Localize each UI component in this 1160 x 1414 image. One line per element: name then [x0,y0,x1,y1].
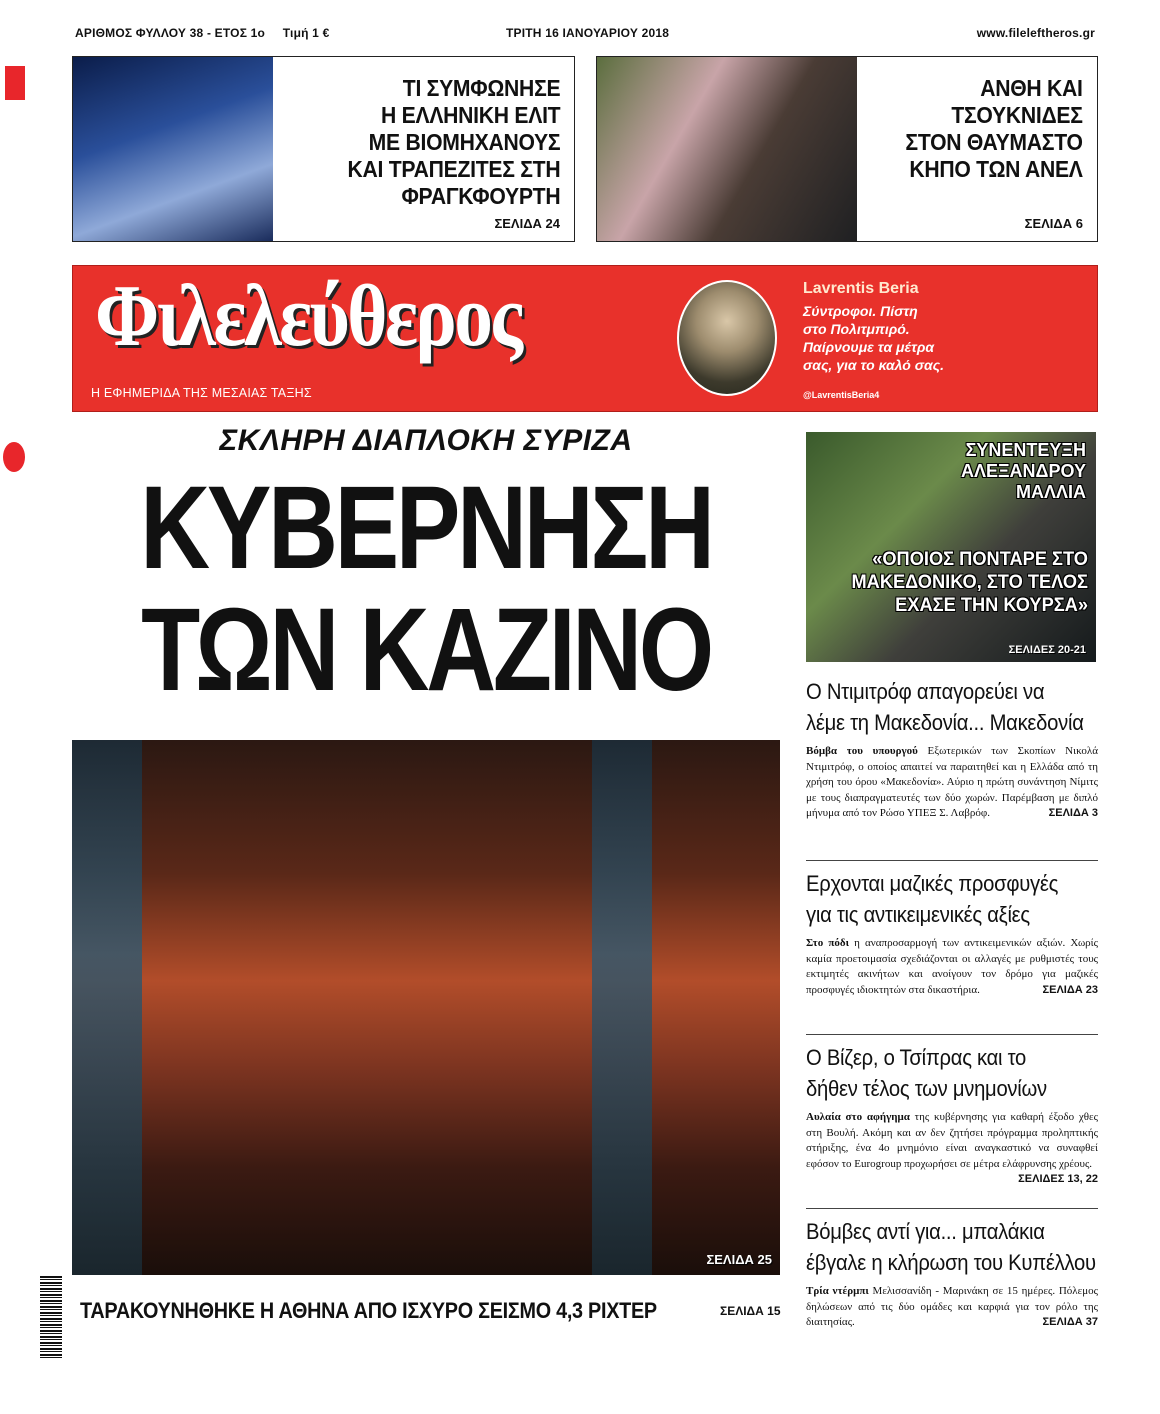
story-divider [806,860,1098,861]
red-margin-dot [3,442,25,472]
interview-quote [819,548,1088,617]
columnist-name: Lavrentis Beria [803,280,919,297]
teaser-headline-line: ΚΑΙ ΤΡΑΠΕΖΙΤΕΣ ΣΤΗ [347,156,560,182]
interview-quote-line: «ΟΠΟΙΟΣ ΠΟΝΤΑΡΕ ΣΤΟ [872,549,1088,570]
story-text: Μελισσανίδη - Μαρινάκη σε 15 ημέρες. Πόλεμος δηλώσεων από τις δύο ομάδες και καρφιά για τον ρόλο της διαιτησίας. [806,1285,1098,1328]
story-lead: Αυλαία στο αφήγημα [806,1111,910,1123]
newspaper-tagline: Η ΕΦΗΜΕΡΙΔΑ ΤΗΣ ΜΕΣΑΙΑΣ ΤΑΞΗΣ [91,386,312,400]
story-lead: Στο πόδι [806,937,850,949]
columnist-quote-line: Παίρνουμε τα μέτρα [803,339,935,355]
story-headline-line: δήθεν τέλος των μνημονίων [806,1076,1047,1101]
story-divider [806,1208,1098,1209]
teaser-page-ref: ΣΕΛΙΔΑ 24 [494,216,560,231]
teaser-headline-line: Η ΕΛΛΗΝΙΚΗ ΕΛΙΤ [380,102,560,128]
issue-info: ΑΡΙΘΜΟΣ ΦΥΛΛΟΥ 38 - ΕΤΟΣ 1ο Τιμή 1 € [75,26,330,40]
story-headline-line: Ο Βίζερ, ο Τσίπρας και το [806,1045,1027,1070]
interview-box[interactable] [806,432,1096,662]
story-wieser[interactable] [806,1042,1098,1188]
columnist-handle[interactable]: @LavrentisBeria4 [803,390,880,400]
columnist-quote-line: Σύντροφοι. Πίστη [803,303,918,319]
story-headline-line: Βόμβες αντί για... μπαλάκια [806,1219,1045,1244]
website-link[interactable]: www.fileleftheros.gr [976,26,1095,40]
story-text: Εξωτερικών των Σκοπίων Νικολά Ντιμιτρόφ, ο οποίος απαιτεί να παραιτηθεί και η Ελλάδα από τη χρήση του όρου «Μακεδονία». Αύριο η πρώτη συνάντηση Νίμιτς με τους διαπραγματευτές των δύο χωρών. Παρέμβαση με διπλό μήνυμα από τον Ρώσο ΥΠΕΞ Σ. Λαβρόφ. [806,745,1098,819]
teaser-headline-line: ΜΕ ΒΙΟΜΗΧΑΝΟΥΣ [368,129,560,155]
columnist-quote [803,302,973,374]
red-margin-mark [5,66,25,100]
bottom-headline[interactable]: ΤΑΡΑΚΟΥΝΗΘΗΚΕ Η ΑΘΗΝΑ ΑΠΟ ΙΣΧΥΡΟ ΣΕΙΣΜΟ 4,3 ΡΙΧΤΕΡ [80,1298,657,1323]
issue-date: ΤΡΙΤΗ 16 ΙΑΝΟΥΑΡΙΟΥ 2018 [506,26,670,40]
lead-photo-casino[interactable] [72,740,780,1275]
story-body [806,936,1098,998]
story-body [806,1110,1098,1185]
story-body [806,744,1098,822]
teaser-photo-ecb [73,57,273,241]
story-headline-line: λέμε τη Μακεδονία... Μακεδονία [806,710,1084,735]
story-headline [806,868,1097,930]
teaser-headline [347,75,560,210]
story-headline-line: Ο Ντιμιτρόφ απαγορεύει να [806,679,1045,704]
teaser-headline-line: ΤΣΟΥΚΝΙΔΕΣ [951,102,1083,128]
columnist-quote-line: στο Πολιτμπιρό. [803,321,910,337]
story-body [806,1284,1098,1331]
slot-machines-left [72,740,142,1275]
story-lead: Βόμβα του υπουργού [806,745,918,757]
story-page-ref: ΣΕΛΙΔΑ 37 [1042,1316,1098,1328]
story-headline [806,676,1097,738]
story-property-values[interactable] [806,868,1098,998]
teaser-anel[interactable] [596,56,1098,242]
newspaper-logo: Φιλελεύθερος [95,268,521,365]
story-text: η αναπροσαρμογή των αντικειμενικών αξιών. Χωρίς καμία προετοιμασία σχεδιάζονται οι αλλαγές με ρυθμιστές τους εκτιμητές ακινήτων και ανοίγουν τον δρόμο για μαζικές προσφυγές ιδιοκτητών στα δικαστήρια. [806,937,1098,996]
lead-kicker: ΣΚΛΗΡΗ ΔΙΑΠΛΟΚΗ ΣΥΡΙΖΑ [219,424,633,457]
teaser-headline-line: ΑΝΘΗ ΚΑΙ [980,75,1083,101]
lead-page-ref: ΣΕΛΙΔΑ 25 [706,1252,772,1267]
interview-quote-line: ΕΧΑΣΕ ΤΗΝ ΚΟΥΡΣΑ» [895,595,1088,616]
teaser-frankfurt[interactable] [72,56,575,242]
interview-title [961,440,1086,503]
columnist-quote-line: σας, για το καλό σας. [803,357,945,373]
lead-headline-line-1[interactable]: ΚΥΒΕΡΝΗΣΗ [140,462,712,594]
interview-title-line: ΣΥΝΕΝΤΕΥΞΗ [965,440,1086,460]
teaser-headline [906,75,1083,183]
story-lead: Τρία ντέρμπι [806,1285,869,1297]
interview-title-line: ΑΛΕΞΑΝΔΡΟΥ [960,461,1086,481]
story-headline [806,1216,1097,1278]
columnist-portrait [677,280,777,396]
interview-title-line: ΜΑΛΛΙΑ [1015,482,1086,502]
lead-headline-line-2[interactable]: ΤΩΝ ΚΑΖΙΝΟ [141,584,711,716]
teaser-page-ref: ΣΕΛΙΔΑ 6 [1024,216,1083,231]
teaser-headline-line: ΚΗΠΟ ΤΩΝ ΑΝΕΛ [909,156,1083,182]
teaser-headline-line: ΤΙ ΣΥΜΦΩΝΗΣΕ [402,75,560,101]
story-headline [806,1042,1097,1104]
slot-machines-right [592,740,652,1275]
bottom-page-ref: ΣΕΛΙΔΑ 15 [720,1304,781,1318]
story-dimitrov[interactable] [806,676,1098,822]
interview-page-ref: ΣΕΛΙΔΕΣ 20-21 [1008,644,1086,656]
teaser-headline-line: ΣΤΟΝ ΘΑΥΜΑΣΤΟ [905,129,1083,155]
teaser-photo-politicians [597,57,857,241]
barcode [40,1276,62,1358]
interview-quote-line: ΜΑΚΕΔΟΝΙΚΟ, ΣΤΟ ΤΕΛΟΣ [851,572,1088,593]
masthead [72,265,1098,412]
story-headline-line: για τις αντικειμενικές αξίες [806,902,1030,927]
teaser-headline-line: ΦΡΑΓΚΦΟΥΡΤΗ [401,183,560,209]
story-headline-line: έβγαλε η κλήρωση του Κυπέλλου [806,1250,1096,1275]
story-page-ref: ΣΕΛΙΔΑ 3 [1048,807,1098,819]
story-page-ref: ΣΕΛΙΔΑ 23 [1042,983,1098,996]
story-cup-draw[interactable] [806,1216,1098,1331]
story-headline-line: Ερχονται μαζικές προσφυγές [806,871,1059,896]
story-page-ref: ΣΕΛΙΔΕΣ 13, 22 [1018,1173,1098,1185]
story-text: της κυβέρνησης για καθαρή έξοδο χθες στη Βουλή. Ακόμη και αν δεν ζητήσει πρόγραμμα προληπτικής στήριξης, ένα 4ο μνημόνιο είναι αναγκαστικό να συναφθεί εφόσον το Eurogroup προχωρήσει σε μέτρα ελάφρυνσης χρέους. [806,1111,1098,1170]
story-divider [806,1034,1098,1035]
